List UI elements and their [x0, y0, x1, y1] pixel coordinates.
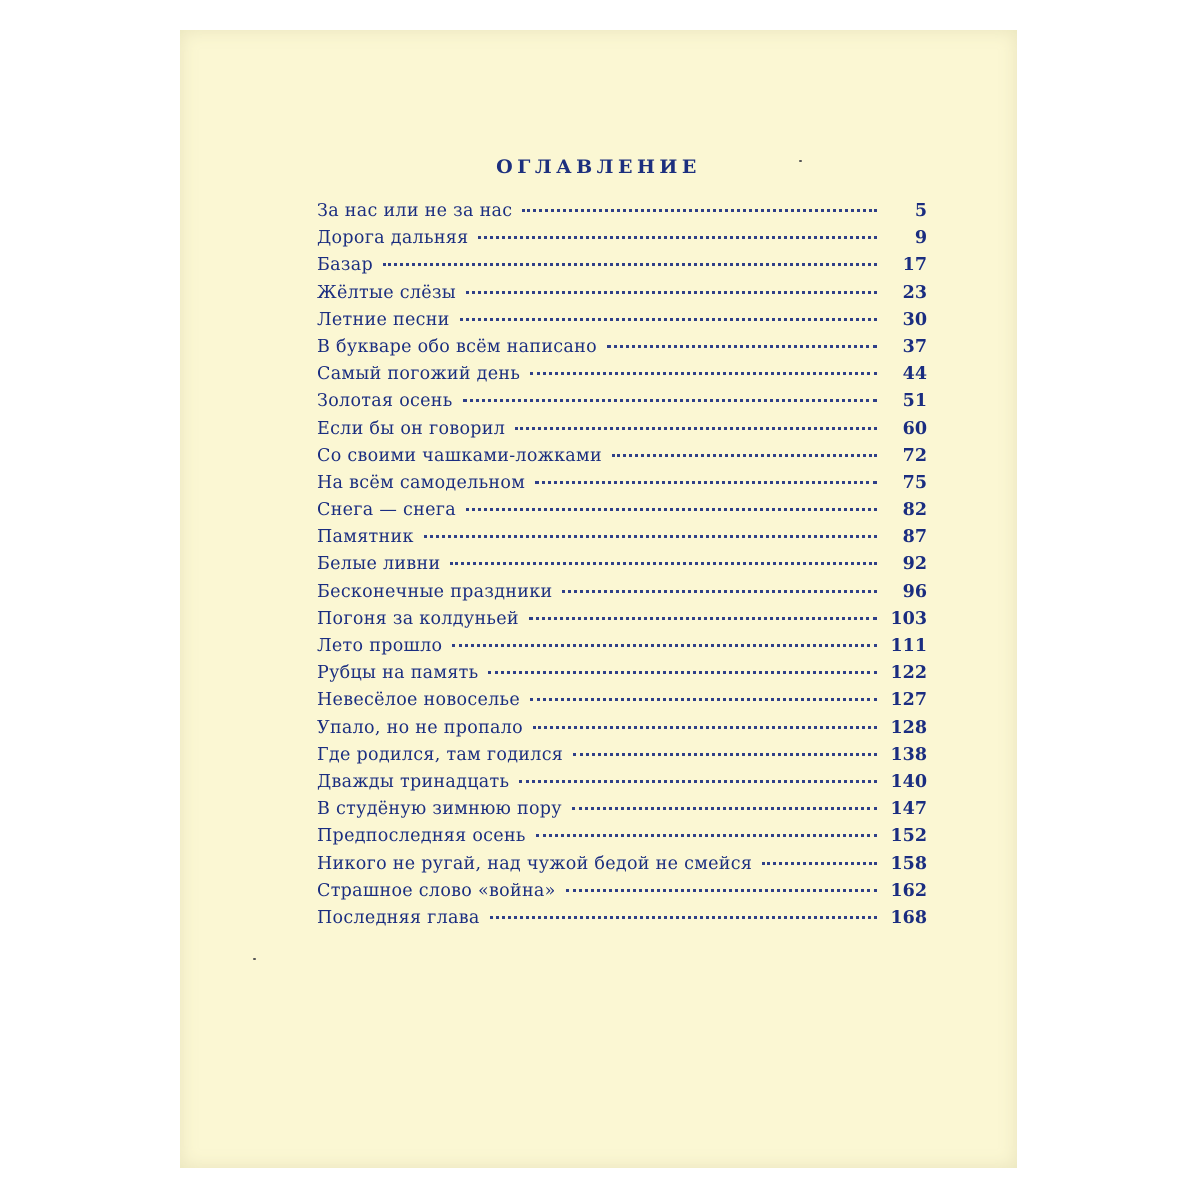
toc-entry-page-number: 168 [890, 907, 927, 928]
toc-entry-page-number: 60 [902, 418, 927, 439]
toc-entry-page-number: 30 [902, 309, 927, 330]
toc-entry[interactable] [317, 881, 927, 908]
toc-entry-title: В студёную зимнюю пору [317, 799, 562, 820]
dot-leader [463, 399, 877, 402]
dot-leader [612, 454, 877, 457]
toc-entry[interactable] [317, 201, 927, 228]
dot-leader [572, 807, 877, 810]
toc-entry[interactable] [317, 473, 927, 500]
toc-entry-title: Бесконечные праздники [317, 581, 553, 602]
toc-entry[interactable] [317, 718, 927, 745]
toc-entry-title: Лето прошло [317, 636, 443, 656]
dot-leader [529, 617, 877, 620]
toc-entry-title: Страшное слово «война» [317, 880, 556, 901]
dot-leader [519, 780, 877, 783]
dot-leader [573, 753, 877, 756]
toc-entry-title: Предпоследняя осень [317, 826, 526, 847]
toc-entry-title: В букваре обо всём написано [317, 336, 597, 357]
toc-entry-page-number: 37 [902, 336, 927, 357]
toc-entry-title: Золотая осень [317, 391, 453, 412]
dot-leader [535, 481, 877, 484]
toc-entry-page-number: 5 [914, 201, 927, 221]
toc-entry-page-number: 111 [890, 636, 927, 656]
dot-leader [530, 372, 877, 375]
toc-entry-title: Памятник [317, 527, 414, 548]
dot-leader [424, 535, 877, 538]
toc-entry[interactable] [317, 255, 927, 282]
toc-entry-page-number: 140 [890, 771, 927, 792]
toc-entry[interactable] [317, 609, 927, 636]
toc-entry-page-number: 23 [902, 282, 927, 303]
toc-entry-page-number: 103 [890, 608, 927, 629]
toc-entry[interactable] [317, 636, 927, 663]
toc-entry[interactable] [317, 554, 927, 581]
dot-leader [562, 590, 877, 593]
toc-entry-title: Самый погожий день [317, 364, 521, 385]
toc-entry-page-number: 96 [902, 581, 927, 602]
toc-entry[interactable] [317, 908, 927, 935]
toc-entry-page-number: 128 [890, 717, 927, 738]
toc-entry[interactable] [317, 364, 927, 391]
toc-entry[interactable] [317, 582, 927, 609]
toc-entry-page-number: 147 [890, 799, 927, 820]
toc-entry-page-number: 152 [890, 826, 927, 847]
dot-leader [533, 726, 877, 729]
dot-leader [762, 862, 877, 865]
toc-entry-page-number: 92 [902, 554, 927, 575]
dot-leader [522, 209, 877, 212]
toc-entry-title: Дорога дальняя [317, 228, 469, 249]
toc-entry-title: Рубцы на память [317, 663, 479, 684]
toc-entry[interactable] [317, 745, 927, 772]
table-of-contents [317, 201, 927, 935]
toc-entry-page-number: 75 [902, 472, 927, 493]
toc-entry-title: За нас или не за нас [317, 201, 513, 221]
toc-entry[interactable] [317, 690, 927, 717]
dot-leader [478, 236, 877, 239]
toc-entry-title: Со своими чашками-ложками [317, 445, 602, 466]
toc-entry-page-number: 72 [902, 445, 927, 466]
toc-entry-title: Упало, но не пропало [317, 717, 524, 738]
toc-entry[interactable] [317, 228, 927, 255]
toc-entry[interactable] [317, 799, 927, 826]
toc-entry[interactable] [317, 663, 927, 690]
book-page [180, 30, 1017, 1168]
toc-entry-page-number: 127 [890, 690, 927, 711]
toc-entry-title: Дважды тринадцать [317, 771, 510, 792]
dot-leader [452, 644, 877, 647]
toc-entry-title: На всём самодельном [317, 472, 526, 493]
toc-entry-page-number: 44 [902, 364, 927, 385]
toc-entry[interactable] [317, 419, 927, 446]
toc-entry-page-number: 122 [890, 663, 927, 684]
toc-entry-page-number: 87 [902, 527, 927, 548]
dot-leader [488, 671, 877, 674]
toc-entry[interactable] [317, 310, 927, 337]
toc-entry-title: Никого не ругай, над чужой бедой не смейся [317, 853, 753, 874]
paper-speck [799, 160, 802, 162]
toc-entry-title: Последняя глава [317, 907, 480, 928]
toc-entry-title: Базар [317, 255, 373, 276]
dot-leader [466, 291, 877, 294]
dot-leader [450, 562, 877, 565]
toc-entry-title: Погоня за колдуньей [317, 608, 519, 629]
toc-entry-title: Где родился, там годился [317, 744, 564, 765]
toc-heading: ОГЛАВЛЕНИЕ [496, 156, 701, 178]
toc-entry-page-number: 51 [902, 391, 927, 412]
toc-entry-page-number: 138 [890, 744, 927, 765]
toc-entry-page-number: 162 [890, 880, 927, 901]
toc-entry-title: Летние песни [317, 309, 450, 330]
toc-entry[interactable] [317, 527, 927, 554]
dot-leader [490, 916, 877, 919]
toc-entry-title: Невесёлое новоселье [317, 690, 521, 711]
toc-entry[interactable] [317, 826, 927, 853]
toc-entry-page-number: 158 [890, 853, 927, 874]
toc-entry[interactable] [317, 854, 927, 881]
dot-leader [466, 508, 877, 511]
toc-entry-page-number: 9 [914, 228, 927, 249]
dot-leader [515, 427, 877, 430]
toc-entry-page-number: 82 [902, 500, 927, 521]
toc-entry-title: Если бы он говорил [317, 418, 506, 439]
dot-leader [607, 345, 877, 348]
dot-leader [383, 263, 877, 266]
dot-leader [460, 318, 877, 321]
toc-entry[interactable] [317, 337, 927, 364]
toc-entry[interactable] [317, 772, 927, 799]
toc-entry-title: Белые ливни [317, 554, 441, 575]
toc-entry-page-number: 17 [902, 255, 927, 276]
toc-entry-title: Жёлтые слёзы [317, 282, 457, 303]
toc-entry[interactable] [317, 500, 927, 527]
toc-entry[interactable] [317, 446, 927, 473]
dot-leader [536, 834, 877, 837]
dot-leader [530, 698, 877, 701]
toc-entry-title: Снега — снега [317, 500, 456, 521]
paper-speck [253, 958, 256, 960]
toc-entry[interactable] [317, 391, 927, 418]
toc-entry[interactable] [317, 283, 927, 310]
dot-leader [566, 889, 877, 892]
